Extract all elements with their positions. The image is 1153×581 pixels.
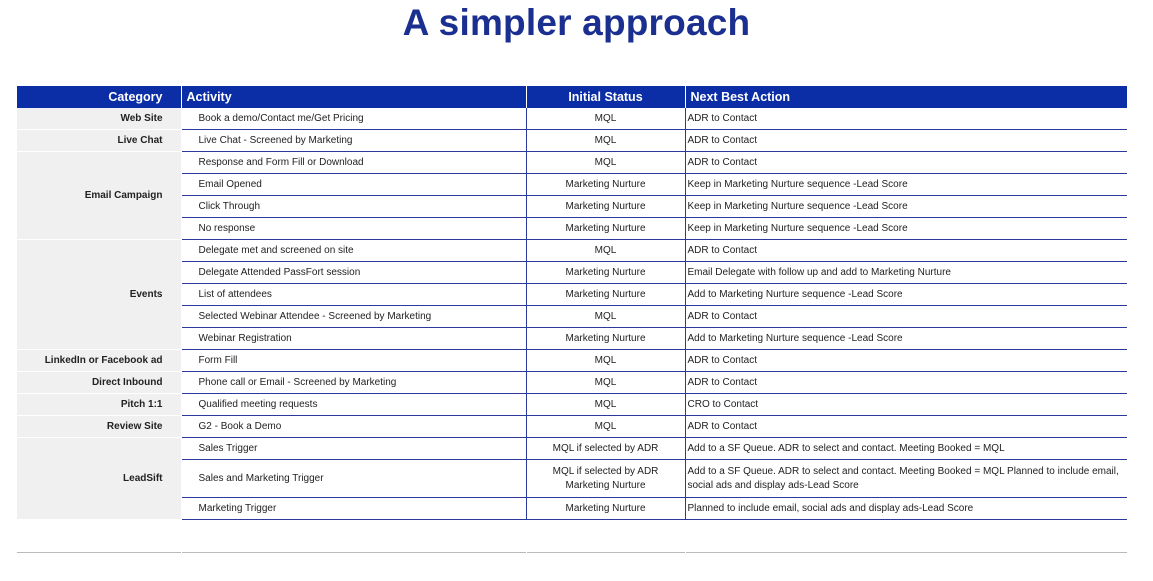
activity-cell: Qualified meeting requests <box>181 394 526 416</box>
initial-status-cell: MQL <box>526 108 685 130</box>
table-row <box>17 262 1127 284</box>
next-best-action-cell: ADR to Contact <box>685 130 1127 152</box>
category-cell: Review Site <box>17 416 181 438</box>
next-best-action-cell: Add to a SF Queue. ADR to select and contact. Meeting Booked = MQL <box>685 438 1127 460</box>
footer-divider <box>527 552 685 553</box>
initial-status-cell: MQL <box>526 240 685 262</box>
table-row <box>17 196 1127 218</box>
category-cell: Web Site <box>17 108 181 130</box>
initial-status-cell: MQL <box>526 416 685 438</box>
initial-status-cell: MQL <box>526 394 685 416</box>
next-best-action-cell: Keep in Marketing Nurture sequence -Lead Score <box>685 174 1127 196</box>
category-cell: LeadSift <box>17 438 181 520</box>
category-cell: Direct Inbound <box>17 372 181 394</box>
category-cell: Events <box>17 240 181 350</box>
header-category: Category <box>17 86 181 108</box>
initial-status-cell: Marketing Nurture <box>526 196 685 218</box>
lead-routing-table <box>17 86 1127 520</box>
initial-status-cell: MQL if selected by ADR <box>526 438 685 460</box>
next-best-action-cell: Add to Marketing Nurture sequence -Lead Score <box>685 328 1127 350</box>
next-best-action-cell: Keep in Marketing Nurture sequence -Lead Score <box>685 218 1127 240</box>
table-row <box>17 130 1127 152</box>
table-row <box>17 416 1127 438</box>
initial-status-cell: Marketing Nurture <box>526 498 685 520</box>
table-row <box>17 372 1127 394</box>
category-cell: Pitch 1:1 <box>17 394 181 416</box>
next-best-action-cell: ADR to Contact <box>685 240 1127 262</box>
activity-cell: Response and Form Fill or Download <box>181 152 526 174</box>
next-best-action-cell: ADR to Contact <box>685 350 1127 372</box>
activity-cell: Delegate met and screened on site <box>181 240 526 262</box>
footer-divider <box>17 552 181 553</box>
initial-status-cell: Marketing Nurture <box>526 174 685 196</box>
activity-cell: No response <box>181 218 526 240</box>
header-activity: Activity <box>181 86 526 108</box>
next-best-action-cell: ADR to Contact <box>685 152 1127 174</box>
activity-cell: Click Through <box>181 196 526 218</box>
next-best-action-cell: Add to Marketing Nurture sequence -Lead Score <box>685 284 1127 306</box>
activity-cell: G2 - Book a Demo <box>181 416 526 438</box>
table-row <box>17 460 1127 498</box>
initial-status-cell: MQL <box>526 350 685 372</box>
table-row <box>17 174 1127 196</box>
activity-cell: Phone call or Email - Screened by Marketing <box>181 372 526 394</box>
category-cell: Email Campaign <box>17 152 181 240</box>
category-cell: LinkedIn or Facebook ad <box>17 350 181 372</box>
footer-divider <box>686 552 1127 553</box>
initial-status-cell: MQL <box>526 372 685 394</box>
table-row <box>17 438 1127 460</box>
next-best-action-cell: ADR to Contact <box>685 372 1127 394</box>
activity-cell: Email Opened <box>181 174 526 196</box>
activity-cell: Marketing Trigger <box>181 498 526 520</box>
table-row <box>17 218 1127 240</box>
activity-cell: Sales Trigger <box>181 438 526 460</box>
initial-status-cell: MQL <box>526 306 685 328</box>
next-best-action-cell: Add to a SF Queue. ADR to select and contact. Meeting Booked = MQL Planned to include email, social ads and display ads-Lead Score <box>685 460 1127 498</box>
table-row <box>17 306 1127 328</box>
activity-cell: Selected Webinar Attendee - Screened by Marketing <box>181 306 526 328</box>
footer-divider <box>182 552 526 553</box>
next-best-action-cell: Keep in Marketing Nurture sequence -Lead Score <box>685 196 1127 218</box>
next-best-action-cell: ADR to Contact <box>685 108 1127 130</box>
next-best-action-cell: CRO to Contact <box>685 394 1127 416</box>
initial-status-cell: Marketing Nurture <box>526 328 685 350</box>
next-best-action-cell: ADR to Contact <box>685 306 1127 328</box>
initial-status-cell: MQL <box>526 152 685 174</box>
table-row <box>17 240 1127 262</box>
table-row <box>17 328 1127 350</box>
initial-status-cell: Marketing Nurture <box>526 284 685 306</box>
activity-cell: List of attendees <box>181 284 526 306</box>
activity-cell: Webinar Registration <box>181 328 526 350</box>
table-row <box>17 108 1127 130</box>
header-initial-status: Initial Status <box>526 86 685 108</box>
activity-cell: Form Fill <box>181 350 526 372</box>
initial-status-cell: Marketing Nurture <box>526 218 685 240</box>
table-row <box>17 350 1127 372</box>
next-best-action-cell: ADR to Contact <box>685 416 1127 438</box>
initial-status-cell: MQL if selected by ADR Marketing Nurture <box>526 460 685 498</box>
table-body <box>17 108 1127 520</box>
activity-cell: Live Chat - Screened by Marketing <box>181 130 526 152</box>
table-row <box>17 394 1127 416</box>
table-header-row <box>17 86 1127 108</box>
activity-cell: Book a demo/Contact me/Get Pricing <box>181 108 526 130</box>
table-row <box>17 498 1127 520</box>
table-row <box>17 152 1127 174</box>
initial-status-cell: MQL <box>526 130 685 152</box>
table-row <box>17 284 1127 306</box>
slide-title: A simpler approach <box>402 2 751 43</box>
header-next-best-action: Next Best Action <box>685 86 1127 108</box>
next-best-action-cell: Planned to include email, social ads and display ads-Lead Score <box>685 498 1127 520</box>
activity-cell: Delegate Attended PassFort session <box>181 262 526 284</box>
initial-status-cell: Marketing Nurture <box>526 262 685 284</box>
category-cell: Live Chat <box>17 130 181 152</box>
next-best-action-cell: Email Delegate with follow up and add to Marketing Nurture <box>685 262 1127 284</box>
activity-cell: Sales and Marketing Trigger <box>181 460 526 498</box>
